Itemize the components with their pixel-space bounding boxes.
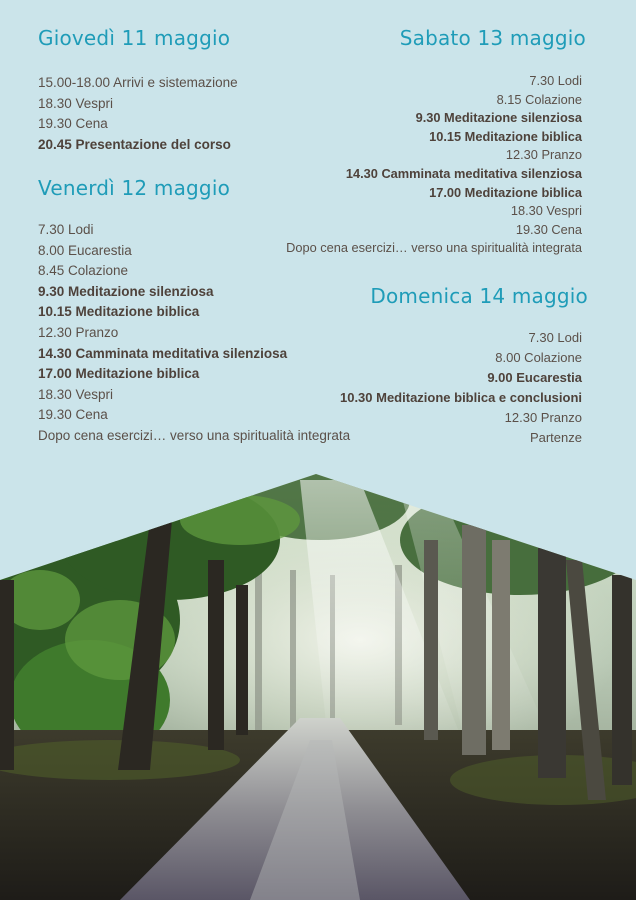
schedule-item: Dopo cena esercizi… verso una spiritualità integrata (38, 427, 351, 443)
schedule-item: 12.30 Pranzo (38, 324, 119, 340)
schedule-item: Partenze (529, 430, 582, 445)
schedule-item: 9.30 Meditazione silenziosa (38, 283, 214, 299)
domenica-title: Domenica 14 maggio (370, 284, 588, 308)
schedule-item: 10.15 Meditazione biblica (429, 128, 582, 144)
schedule-item: 15.00-18.00 Arrivi e sistemazione (38, 75, 238, 90)
schedule-item: 17.00 Meditazione biblica (38, 366, 200, 382)
schedule-item: 19.30 Cena (38, 407, 108, 423)
sabato-title: Sabato 13 maggio (399, 26, 586, 50)
schedule-item: 19.30 Cena (515, 221, 582, 237)
schedule-item: 9.00 Eucarestia (487, 370, 582, 385)
schedule-item: 7.30 Lodi (528, 330, 582, 345)
giovedi-title: Giovedì 11 maggio (38, 26, 231, 50)
schedule-item: 19.30 Cena (38, 116, 108, 132)
schedule-item: 14.30 Camminata meditativa silenziosa (38, 345, 288, 361)
schedule-item: 14.30 Camminata meditativa silenziosa (345, 165, 582, 181)
schedule-item: 17.00 Meditazione biblica (429, 184, 582, 200)
venerdi-title: Venerdì 12 maggio (38, 176, 231, 200)
schedule-item: 12.30 Pranzo (505, 147, 582, 163)
schedule-item: 7.30 Lodi (529, 73, 582, 88)
schedule-item: 8.45 Colazione (38, 263, 129, 279)
schedule-item: 18.30 Vespri (38, 95, 114, 111)
schedule-item: 9.30 Meditazione silenziosa (415, 110, 582, 126)
schedule-item: 20.45 Presentazione del corso (38, 136, 231, 152)
schedule-item: 8.00 Colazione (495, 350, 582, 365)
schedule-item: 8.15 Colazione (496, 91, 582, 107)
schedule-item: 18.30 Vespri (510, 203, 582, 219)
schedule-item: 10.30 Meditazione biblica e conclusioni (339, 390, 582, 405)
schedule-item: 7.30 Lodi (38, 222, 94, 237)
schedule-item: Dopo cena esercizi… verso una spiritualità integrata (286, 240, 582, 256)
schedule-item: 8.00 Eucarestia (38, 242, 132, 258)
schedule-item: 18.30 Vespri (38, 386, 114, 402)
schedule-item: 10.15 Meditazione biblica (38, 304, 200, 320)
schedule-item: 12.30 Pranzo (504, 410, 582, 425)
